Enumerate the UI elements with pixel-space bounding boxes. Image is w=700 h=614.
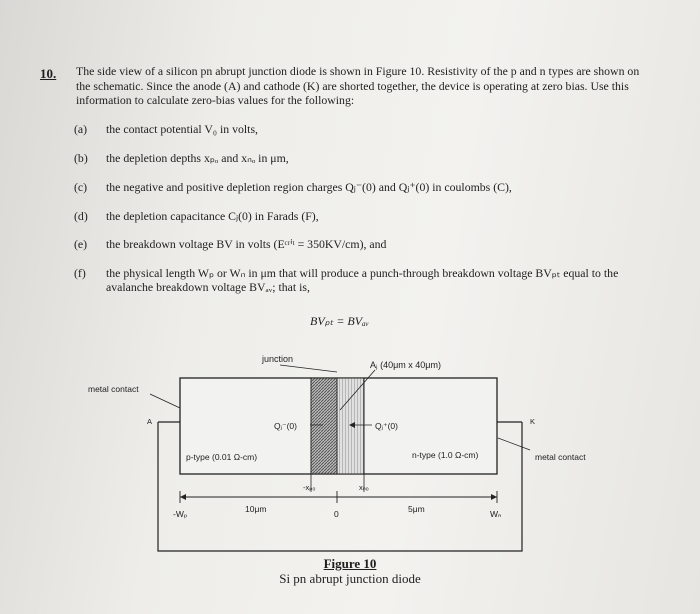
item-text: the depletion capacitance Cⱼ(0) in Farads (F), — [106, 209, 319, 223]
equation: BVₚₜ = BVₐᵥ — [310, 314, 369, 328]
anode-label: A — [147, 417, 153, 426]
xpo-label: -xₚₒ — [303, 483, 316, 492]
q-pos-label: Qⱼ⁺(0) — [375, 421, 398, 431]
metal-contact-pointer-left — [150, 394, 180, 408]
n-type-label: n-type (1.0 Ω-cm) — [412, 450, 479, 460]
wp-label: -Wₚ — [173, 509, 188, 519]
item-label: (f) — [74, 266, 86, 280]
metal-contact-left-label: metal contact — [88, 384, 139, 394]
p-type-label: p-type (0.01 Ω-cm) — [186, 452, 258, 462]
item-text: the depletion depths xₚₒ and xₙₒ in μm, — [106, 151, 289, 165]
xno-label: xₙₒ — [359, 483, 369, 492]
question-number: 10. — [40, 66, 57, 81]
question-intro: The side view of a silicon pn abrupt junction diode is shown in Figure 10. Resistivity of the p and n types are shown on the schematic. Since the anode (A) and cathode (K) are shorted together, the device is operating at zero bias. Use this information to calculate zero-bias values for the following: — [76, 64, 640, 107]
item-text: the contact potential V₀ in volts, — [106, 122, 258, 136]
item-label: (b) — [74, 151, 88, 165]
item-label: (d) — [74, 209, 88, 223]
dim-arrow-left — [180, 494, 186, 500]
dim-arrow-right — [491, 494, 497, 500]
dim-right-label: 5μm — [408, 504, 425, 514]
q-neg-label: Qⱼ⁻(0) — [274, 421, 297, 431]
area-label: Aⱼ (40μm x 40μm) — [370, 360, 441, 370]
wn-label: Wₙ — [490, 509, 502, 519]
item-text: the breakdown voltage BV in volts (Eᶜʳⁱᵗ = 350KV/cm), and — [106, 237, 387, 251]
junction-pointer — [280, 365, 337, 372]
figure-caption-subtitle: Si pn abrupt junction diode — [279, 571, 421, 586]
item-label: (c) — [74, 180, 88, 194]
cathode-label: K — [530, 417, 536, 426]
dim-left-label: 10μm — [245, 504, 267, 514]
item-label: (a) — [74, 122, 88, 136]
depletion-negative — [311, 378, 337, 474]
junction-label: junction — [262, 354, 294, 364]
metal-contact-pointer-right — [498, 438, 530, 450]
item-text: the negative and positive depletion region charges Qⱼ⁻(0) and Qⱼ⁺(0) in coulombs (C), — [106, 180, 512, 194]
dim-zero-label: 0 — [334, 509, 339, 519]
item-text: the physical length Wₚ or Wₙ in μm that will produce a punch-through breakdown voltage BVₚₜ equal to the avalanche breakdown voltage BVₐᵥ; that is, — [106, 266, 619, 294]
figure-caption-title: Figure 10 — [323, 556, 377, 571]
depletion-positive — [337, 378, 364, 474]
item-label: (e) — [74, 237, 88, 251]
metal-contact-right-label: metal contact — [535, 452, 586, 462]
